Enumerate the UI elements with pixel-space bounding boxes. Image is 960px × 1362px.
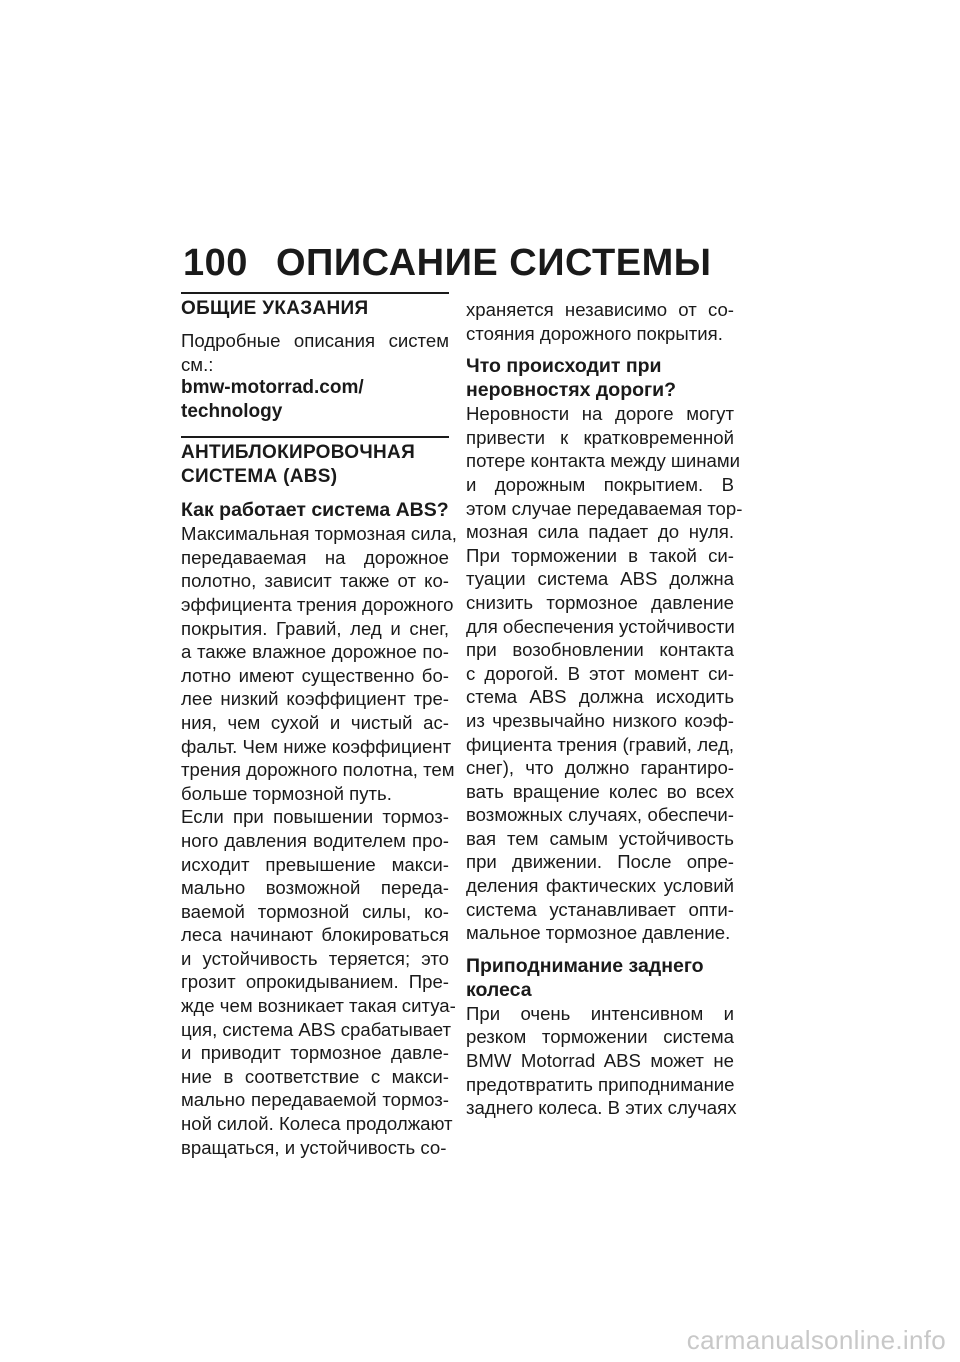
text-line: резком торможении система: [466, 1026, 734, 1048]
text-line: BMW Motorrad ABS может не: [466, 1050, 734, 1072]
website-link[interactable]: [181, 376, 449, 424]
text-line: мозная сила падает до нуля.: [466, 521, 734, 543]
text-line: потере контакта между шинами: [466, 450, 741, 472]
text-line: фициента трения (гравий, лед,: [466, 733, 734, 755]
text-line: трения дорожного полотна, тем: [181, 759, 455, 781]
text-line: больше тормозной путь.: [181, 782, 392, 804]
text-line: фальт. Чем ниже коэффициент: [181, 735, 452, 757]
page-header: [183, 242, 711, 285]
text-line: туации система ABS должна: [466, 568, 734, 590]
text-line: привести к кратковременной: [466, 426, 734, 448]
text-line: храняется независимо от со-: [466, 299, 734, 320]
text-line: лее низкий коэффициент тре-: [181, 688, 449, 710]
text-line: мальное тормозное давление.: [466, 922, 731, 944]
heading-line: СИСТЕМА (ABS): [181, 466, 338, 488]
uneven-road-heading: [466, 354, 734, 402]
text-line: передаваемая на дорожное: [181, 546, 449, 568]
text-line: ваемой тормозной силы, ко-: [181, 900, 449, 922]
text-line: и приводит тормозное давле-: [181, 1042, 449, 1064]
text-line: ция, система ABS срабатывает: [181, 1018, 451, 1040]
abs-subheading: Как работает система ABS?: [181, 499, 449, 522]
text-line: а также влажное дорожное по-: [181, 641, 449, 663]
heading-line: Приподнимание заднего: [466, 954, 704, 977]
text-line: снизить тормозное давление: [466, 591, 734, 613]
text-line: Неровности на дороге могут: [466, 403, 734, 425]
text-line: заднего колеса. В этих случаях: [466, 1097, 737, 1119]
text-line: покрытия. Гравий, лед и снег,: [181, 617, 449, 639]
text-line: леса начинают блокироваться: [181, 924, 449, 946]
text-line: и дорожным покрытием. В: [466, 473, 734, 495]
text-line: вать вращение колес во всех: [466, 780, 734, 802]
text-line: При торможении в такой си-: [466, 544, 734, 566]
general-text: [181, 329, 449, 376]
text-line: вращаться, и устойчивость со-: [181, 1136, 447, 1158]
text-line: и устойчивость теряется; это: [181, 947, 449, 969]
text-line: с дорогой. В этот момент си-: [466, 662, 734, 684]
text-line: Максимальная тормозная сила,: [181, 523, 457, 545]
text-line: предотвратить приподнимание: [466, 1073, 735, 1095]
text-line: мально возможной переда-: [181, 877, 449, 899]
text-line: Если при повышении тормоз-: [181, 806, 449, 828]
heading-line: неровностях дороги?: [466, 379, 677, 402]
rear-wheel-heading: [466, 954, 734, 1002]
text-line: При очень интенсивном и: [466, 1002, 734, 1024]
watermark: carmanualsonline.info: [686, 1325, 946, 1355]
text-line: из чрезвычайно низкого коэф-: [466, 709, 734, 731]
heading-line: Что происходит при: [466, 355, 662, 378]
page-number: 100: [183, 242, 248, 284]
abs-paragraph-2: [181, 805, 456, 1159]
left-column: [181, 292, 457, 1159]
page-title: ОПИСАНИЕ СИСТЕМЫ: [276, 242, 712, 284]
heading-line: колеса: [466, 978, 532, 1001]
text-line: грозит опрокидыванием. Пре-: [181, 971, 449, 993]
text-line: лотно имеют существенно бо-: [181, 664, 449, 686]
text-line: этом случае передаваемая тор-: [466, 497, 743, 519]
text-line: полотно, зависит также от ко-: [181, 570, 449, 592]
text-line: деления фактических условий: [466, 875, 734, 897]
text-line: ного давления водителем про-: [181, 829, 449, 851]
text-line: мально передаваемой тормоз-: [181, 1089, 449, 1111]
text-line: при движении. После опре-: [466, 851, 734, 873]
text-line: стема ABS должна исходить: [466, 686, 734, 708]
text-line: эффициента трения дорожного: [181, 593, 454, 615]
text-line: при возобновлении контакта: [466, 639, 734, 661]
text-line: вая тем самым устойчивость: [466, 827, 734, 849]
text-line: см.:: [181, 353, 214, 375]
text-line: снег), что должно гарантиро-: [466, 757, 734, 779]
text-line: ной силой. Колеса продолжают: [181, 1113, 453, 1135]
section-divider: [181, 292, 449, 294]
link-line[interactable]: bmw-motorrad.com/: [181, 377, 364, 399]
heading-line: АНТИБЛОКИРОВОЧНАЯ: [181, 442, 416, 464]
link-line[interactable]: technology: [181, 401, 283, 423]
text-line: жде чем возникает такая ситуа-: [181, 995, 456, 1017]
text-line: для обеспечения устойчивости: [466, 615, 735, 637]
text-line: система устанавливает опти-: [466, 898, 734, 920]
text-line: ние в соответствие с макси-: [181, 1065, 449, 1087]
section-divider: [181, 436, 449, 438]
text-line: возможных случаях, обеспечи-: [466, 804, 734, 826]
general-heading: ОБЩИЕ УКАЗАНИЯ: [181, 298, 369, 319]
uneven-road-paragraph: [466, 402, 743, 945]
text-line: стояния дорожного покрытия.: [466, 322, 723, 344]
abs-heading: [181, 441, 449, 489]
text-line: исходит превышение макси-: [181, 853, 449, 875]
text-line: Подробные описания систем: [181, 330, 449, 351]
right-column: [466, 298, 743, 1120]
continued-paragraph: [466, 298, 734, 345]
abs-paragraph-1: [181, 522, 457, 805]
text-line: ния, чем сухой и чистый ас-: [181, 711, 449, 733]
rear-wheel-paragraph: [466, 1002, 737, 1120]
